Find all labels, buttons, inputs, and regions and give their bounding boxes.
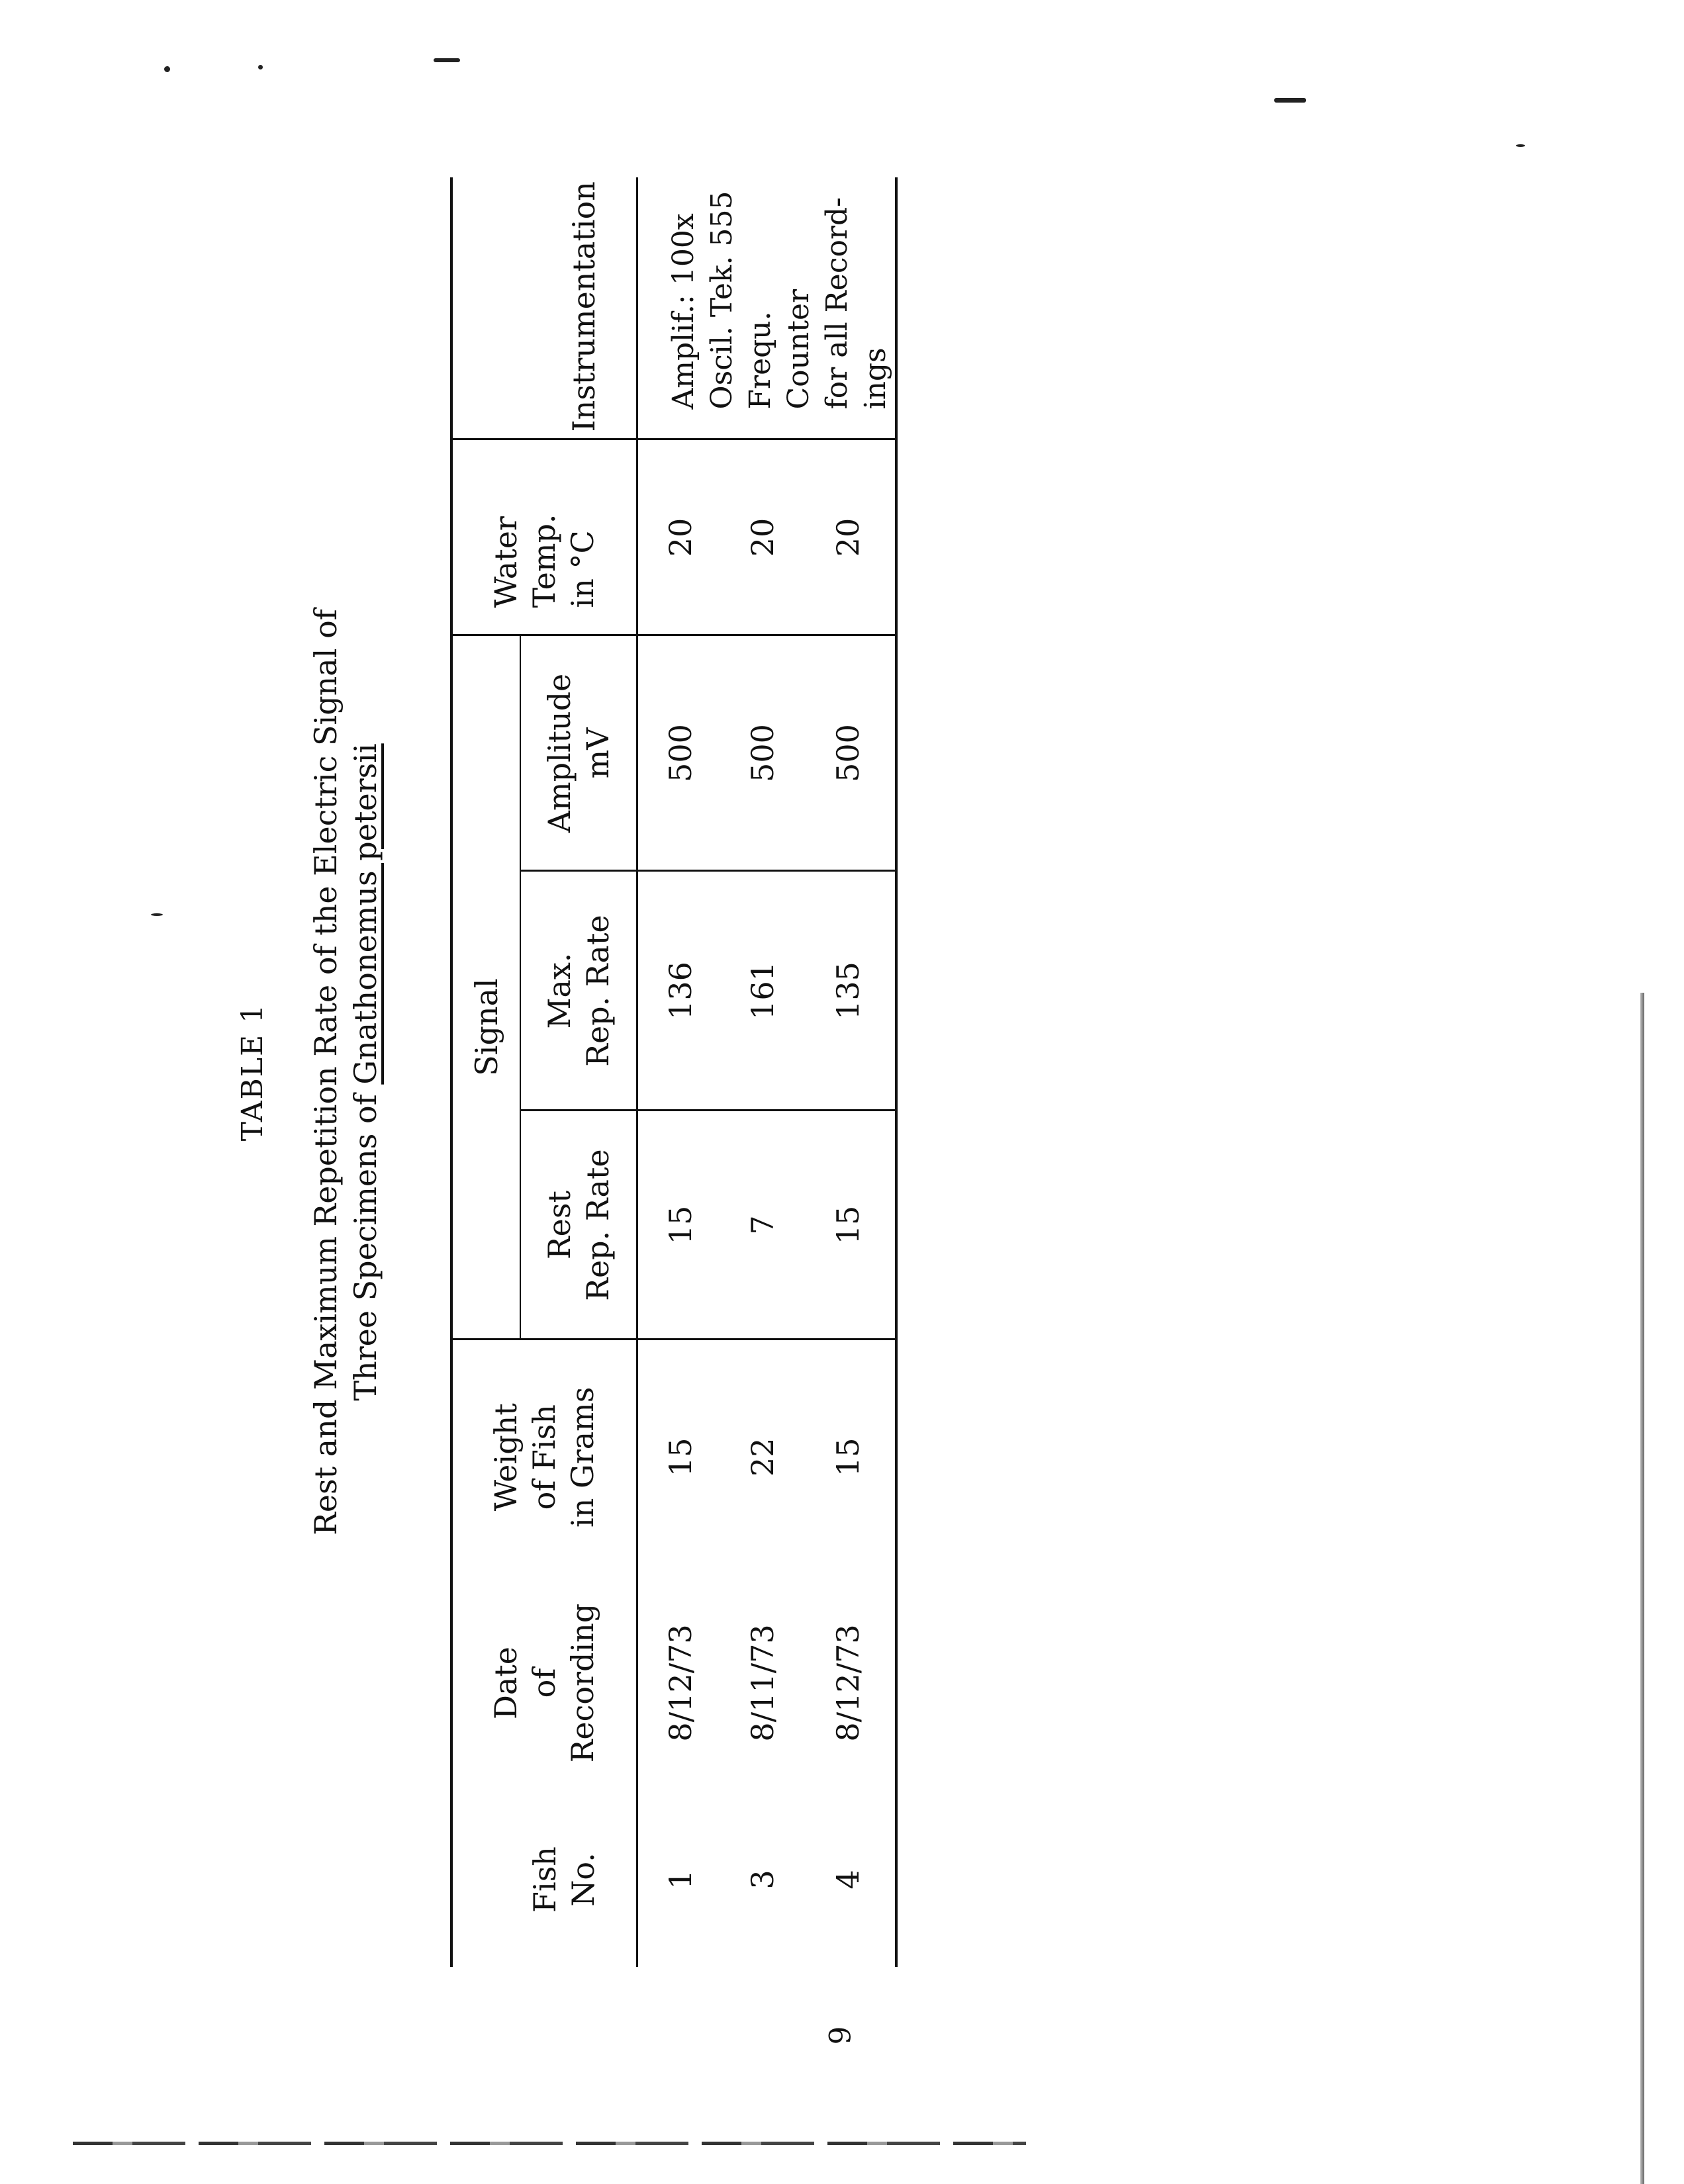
scan-speck — [434, 58, 460, 62]
cell-water-temp: 20 — [637, 439, 724, 635]
cell-amplitude: 500 — [802, 635, 896, 871]
table-caption — [306, 177, 385, 1967]
cell-date: 8/12/73 — [663, 1624, 698, 1742]
header-weight: Weight of Fish in Grams — [451, 1340, 637, 1574]
cell-rest-rate: 15 — [802, 1111, 896, 1340]
scan-speck — [151, 913, 163, 916]
cell-max-rate: 136 — [637, 871, 724, 1111]
header-water-temp: Water Temp. in °C — [451, 439, 637, 635]
cell-fish-no: 1 — [663, 1870, 698, 1889]
cell-water-temp: 20 — [802, 439, 896, 635]
scan-speck — [258, 65, 263, 69]
table-row — [724, 177, 802, 1967]
header-signal: Signal — [451, 635, 520, 1340]
instrumentation-text: Amplif.: 100x Oscil. Tek. 555 Frequ. Counter for all Record- ings — [666, 191, 892, 410]
cell-weight: 22 — [724, 1340, 802, 1574]
table-row — [802, 177, 896, 1967]
cell-fish-no: 4 — [802, 1792, 896, 1967]
header-instrumentation: Instrumentation — [451, 177, 637, 439]
cell-amplitude: 500 — [637, 635, 724, 871]
cell-max-rate: 135 — [802, 871, 896, 1111]
cell-instrumentation — [637, 177, 896, 439]
table-label: TABLE 1 — [236, 1003, 269, 1142]
cell-rest-rate: 7 — [724, 1111, 802, 1340]
cell-weight: 15 — [637, 1340, 724, 1574]
cell-fish-no: 3 — [744, 1870, 780, 1889]
scan-speck — [1516, 144, 1525, 147]
scan-speck — [164, 66, 170, 72]
rotated-table-block — [233, 177, 1213, 1967]
header-rest-rate: Rest Rep. Rate — [520, 1111, 637, 1340]
caption-line-1: Rest and Maximum Repetition Rate of the Electric Signal of — [308, 609, 344, 1535]
cell-water-temp: 20 — [724, 439, 802, 635]
cell-weight: 15 — [802, 1340, 896, 1574]
cell-amplitude: 500 — [724, 635, 802, 871]
header-amplitude: Amplitude mV — [520, 635, 637, 871]
scan-bottom-edge — [73, 2142, 1026, 2145]
cell-date: 8/12/73 — [802, 1574, 896, 1792]
cell-max-rate: 161 — [724, 871, 802, 1111]
scan-speck — [1274, 98, 1306, 103]
species-name: Gnathonemus petersii — [348, 743, 383, 1085]
header-date: Date of Recording — [451, 1574, 637, 1792]
table-row — [637, 177, 724, 1967]
header-max-rate: Max. Rep. Rate — [520, 871, 637, 1111]
data-table — [450, 177, 898, 1967]
cell-date: 8/11/73 — [744, 1624, 780, 1742]
header-fish-no: Fish No. — [451, 1792, 637, 1967]
caption-line-2-prefix: Three Specimens of — [348, 1084, 383, 1401]
page-number: 9 — [823, 2026, 858, 2045]
caption-line-2 — [346, 177, 385, 1967]
scan-page-edge — [1640, 993, 1644, 2184]
cell-rest-rate: 15 — [637, 1111, 724, 1340]
